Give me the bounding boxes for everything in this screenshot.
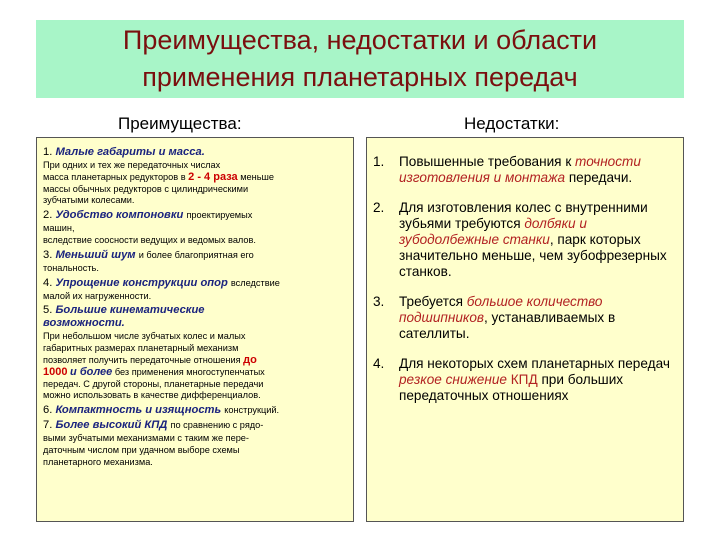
text-line: можно использовать в качестве дифференциалов. (43, 390, 261, 401)
disadvantage-3-number: 3. (373, 294, 385, 309)
text-line (43, 367, 347, 379)
disadvantage-4 (373, 356, 675, 404)
advantage-5-number: 5. (43, 304, 53, 317)
disadvantages-panel (366, 137, 684, 522)
disadvantages-header: Недостатки: (464, 114, 560, 133)
advantage-7-text (43, 433, 347, 468)
disadvantage-1 (373, 154, 675, 186)
text-fragment: вследствие (230, 277, 280, 288)
text-line: При одних и тех же передаточных числах (43, 160, 221, 170)
title-line-2: применения планетарных передач (142, 62, 578, 92)
text-fragment: передач (617, 356, 670, 371)
text-fragment: масса планетарных редукторов в (43, 171, 186, 182)
disadvantage-2-text (399, 200, 675, 280)
advantage-5-heading (43, 304, 347, 330)
advantage-4-number: 4. (43, 276, 53, 289)
text-fragment: , (549, 232, 554, 247)
emphasis-text: большое количество (466, 294, 603, 309)
text-line (43, 172, 347, 184)
text-fragment: , устанавливаемых в (484, 310, 616, 325)
text-fragment: позволяет получить передаточные отношения (43, 354, 241, 365)
text-line: вследствие соосности ведущих и ведомых валов. (43, 234, 256, 245)
disadvantage-4-number: 4. (373, 356, 385, 371)
advantage-4-heading (43, 277, 347, 290)
advantage-6-title: Компактность и изящность (55, 404, 222, 417)
advantages-panel (36, 137, 354, 522)
disadvantage-1-text (399, 154, 675, 186)
text-line: При небольшом числе зубчатых колес и малых (43, 331, 246, 342)
highlight-or-more: и более (70, 365, 113, 378)
advantage-7-title: Более высокий КПД (55, 419, 168, 432)
text-line: передач. С другой стороны, планетарные передачи (43, 378, 264, 389)
text-line: массы обычных редукторов с цилиндрическими (43, 183, 249, 194)
text-fragment: больших передаточных отношениях (399, 372, 624, 403)
text-fragment: проектируемых (186, 210, 253, 221)
title-line-1: Преимущества, недостатки и области (122, 25, 598, 55)
advantage-3-text (43, 263, 347, 275)
text-fragment: по сравнению с рядо- (170, 420, 264, 431)
text-line: малой их нагруженности. (43, 290, 152, 301)
text-fragment: при (541, 372, 564, 387)
advantage-1-text (43, 160, 347, 207)
disadvantage-1-number: 1. (373, 154, 385, 169)
text-line: габаритных размерах планетарный механизм (43, 343, 239, 354)
emphasis-text: монтажа (505, 170, 566, 185)
emphasis-text: подшипников (399, 310, 484, 325)
text-fragment: чем зубофрезерных станков. (399, 248, 667, 279)
advantage-2-text (43, 223, 347, 247)
text-line: выми зубчатыми механизмами с таким же пере- (43, 433, 249, 444)
text-fragment: и более благоприятная его (138, 249, 254, 260)
advantage-3-number: 3. (43, 248, 53, 261)
text-line: планетарного механизма. (43, 456, 153, 467)
disadvantage-4-text (399, 356, 675, 404)
text-fragment: Повышенные требования к (399, 154, 572, 169)
emphasis-text: резкое снижение (399, 372, 507, 387)
advantages-header: Преимущества: (118, 114, 242, 133)
text-fragment: внутренними зубьями требуются (399, 200, 648, 231)
highlight-ratio-value: 1000 (43, 365, 68, 378)
highlight-ratio: 2 - 4 раза (188, 170, 238, 183)
text-line: зубчатыми колесами. (43, 195, 135, 206)
text-fragment: передачи. (568, 170, 633, 185)
advantage-7-heading (43, 419, 347, 432)
disadvantage-3 (373, 294, 675, 342)
highlight-up-to: до (243, 353, 257, 366)
advantage-3-title: Меньший шум (55, 248, 136, 261)
text-fragment: Для некоторых схем планетарных (399, 356, 615, 371)
text-line: машин, (43, 223, 75, 234)
text-fragment: сателлиты. (399, 326, 470, 341)
advantage-2-title: Удобство компоновки (55, 209, 184, 222)
text-fragment: конструкций. (224, 405, 280, 416)
advantage-4-text (43, 291, 347, 303)
advantage-7-number: 7. (43, 419, 53, 432)
advantage-3-heading (43, 249, 347, 262)
advantage-4-title: Упрощение конструкции опор (55, 276, 228, 289)
text-fragment: меньше (240, 171, 274, 182)
page-title (36, 22, 684, 96)
text-line: тональность. (43, 262, 99, 273)
text-fragment: парк которых значительно меньше, (399, 232, 641, 263)
advantage-5-title-cont: возможности. (43, 317, 125, 330)
text-fragment: Для изготовления колес с (399, 200, 562, 215)
advantage-6-heading (43, 404, 347, 417)
advantage-2-number: 2. (43, 209, 53, 222)
advantage-5-title: Большие кинематические (55, 304, 205, 317)
text-line: даточным числом при удачном выборе схемы (43, 444, 240, 455)
advantage-2-heading (43, 209, 347, 222)
disadvantage-2 (373, 200, 675, 280)
emphasis-text: точности изготовления и (399, 154, 641, 185)
advantage-1-title: Малые габариты и масса. (55, 146, 205, 158)
advantage-1-number: 1. (43, 146, 53, 158)
emphasis-efficiency: КПД (510, 372, 538, 387)
disadvantage-2-number: 2. (373, 200, 385, 215)
text-fragment: Требуется (399, 294, 463, 309)
emphasis-text: долбяки и зубодолбежные станки (399, 216, 587, 247)
text-fragment: без применения многоступенчатых (114, 366, 265, 377)
advantage-5-text (43, 331, 347, 402)
advantage-6-number: 6. (43, 404, 53, 417)
disadvantage-3-text (399, 294, 675, 342)
advantage-1-heading (43, 146, 347, 159)
